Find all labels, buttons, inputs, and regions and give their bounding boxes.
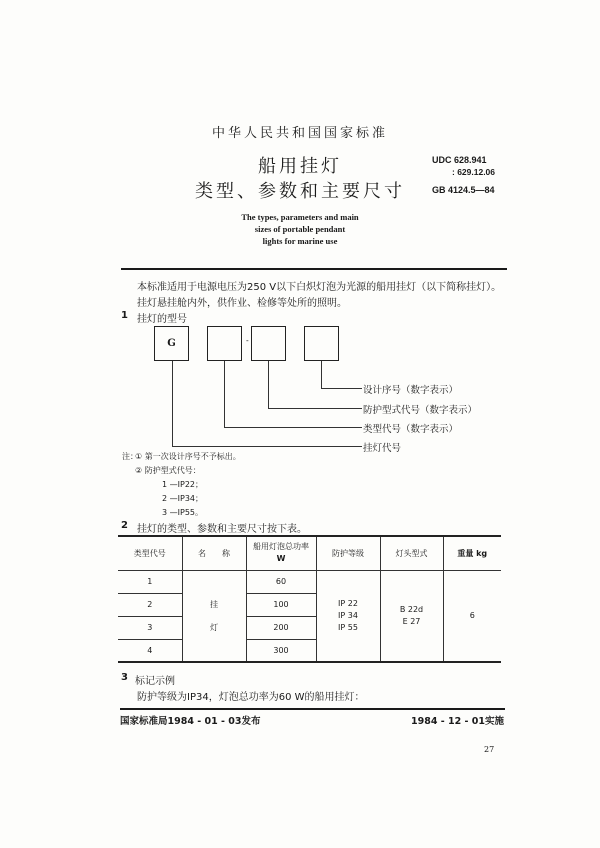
gb-standard-number: GB 4124.5—84 [432, 185, 495, 195]
code-box-protection [251, 326, 286, 361]
section3-title: 标记示例 [135, 676, 175, 687]
header-weight: 重量 kg [443, 536, 501, 570]
issue-date: 国家标准局1984 - 01 - 03发布 [120, 716, 261, 727]
header-lamp-cap: 灯头型式 [380, 536, 443, 570]
page-number: 27 [484, 745, 495, 754]
protection-code-1: 1 —IP22； [162, 480, 203, 489]
connector-g [172, 361, 173, 447]
header-power-label: 船用灯泡总功率 [253, 542, 309, 552]
cell-type-code: 1 [118, 570, 182, 593]
section2-number: 2 [121, 520, 128, 531]
connector-design-h [321, 388, 362, 389]
protection-code-2: 2 —IP34； [162, 494, 203, 503]
cell-power: 200 [246, 616, 316, 639]
protection-ip22: IP 22 [338, 598, 358, 608]
section3-number: 3 [121, 672, 128, 683]
lamp-cap-b22d: B 22d [399, 604, 424, 614]
connector-type [224, 361, 225, 428]
header-power-unit: W [276, 554, 286, 564]
section1-title: 挂灯的型号 [137, 314, 187, 325]
connector-type-h [224, 427, 362, 428]
notes-prefix: 注： [122, 452, 138, 461]
intro-usage: 挂灯悬挂舱内外，供作业、检修等处所的照明。 [137, 298, 347, 309]
protection-code-3: 3 —IP55。 [162, 508, 203, 517]
protection-ip34: IP 34 [338, 610, 358, 620]
cell-protection [316, 570, 380, 662]
code-box-type [207, 326, 242, 361]
cell-type-code: 2 [118, 593, 182, 616]
header-type-code: 类型代号 [118, 536, 182, 570]
table-row [118, 570, 501, 593]
connector-g-h [172, 446, 362, 447]
label-protection-code: 防护型式代号（数字表示） [363, 405, 478, 416]
document-title-line1: 船用挂灯 [258, 156, 342, 177]
cell-lamp-cap [380, 570, 443, 662]
lamp-cap-e27: E 27 [402, 616, 421, 626]
protection-ip55: IP 55 [338, 622, 358, 632]
code-separator: - [246, 336, 249, 345]
label-design-serial: 设计序号（数字表示） [363, 385, 459, 396]
note-1: ① 第一次设计序号不予标出。 [135, 452, 241, 461]
header-name: 名 称 [182, 536, 246, 570]
document-title-line2: 类型、参数和主要尺寸 [195, 181, 405, 202]
english-title-line3: lights for marine use [262, 236, 338, 246]
cell-power: 100 [246, 593, 316, 616]
cell-power: 60 [246, 570, 316, 593]
footer-divider [120, 708, 505, 710]
section1-number: 1 [121, 310, 128, 321]
connector-design [321, 361, 322, 389]
english-title-line2: sizes of portable pendant [254, 224, 346, 234]
section2-title: 挂灯的类型、参数和主要尺寸按下表。 [137, 524, 307, 535]
code-box-design [304, 326, 339, 361]
english-title-line1: The types, parameters and main [241, 212, 359, 222]
header-protection: 防护等级 [316, 536, 380, 570]
cell-type-code: 3 [118, 616, 182, 639]
label-type-code: 类型代号（数字表示） [363, 424, 459, 435]
connector-protection [268, 361, 269, 409]
label-lamp-code: 挂灯代号 [363, 443, 402, 454]
cell-weight: 6 [443, 570, 501, 662]
note-2: ② 防护型式代号： [135, 466, 201, 475]
effective-date: 1984 - 12 - 01实施 [411, 716, 504, 727]
table-header-row [118, 536, 501, 570]
udc-code-secondary: : 629.12.06 [452, 167, 496, 177]
cell-name-char1: 挂 [210, 599, 218, 609]
cell-name [182, 570, 246, 662]
cell-name-char2: 灯 [210, 622, 218, 632]
cell-type-code: 4 [118, 639, 182, 662]
header-power [246, 536, 316, 570]
marking-example-text: 防护等级为IP34，灯泡总功率为60 W的船用挂灯： [137, 692, 365, 703]
intro-scope: 本标准适用于电源电压为250 V以下白炽灯泡为光源的船用挂灯（以下简称挂灯）。 [137, 282, 502, 293]
code-box-g: G [154, 326, 189, 361]
cell-power: 300 [246, 639, 316, 662]
header-divider [121, 268, 507, 270]
connector-protection-h [268, 408, 362, 409]
issuing-country-header: 中华人民共和国国家标准 [211, 126, 388, 141]
spec-table [118, 535, 501, 663]
udc-code: UDC 628.941 [432, 155, 487, 165]
